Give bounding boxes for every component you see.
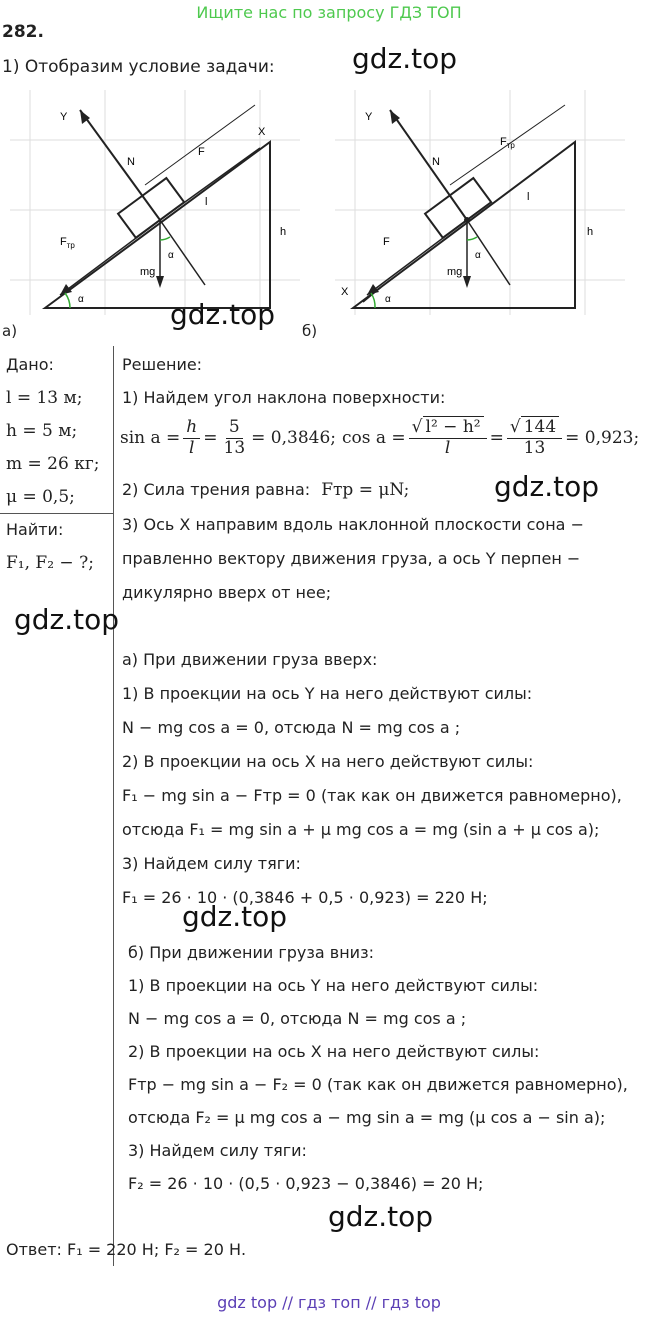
part-a-line: 3) Найдем силу тяги: [122,854,301,873]
part-b-line: Fтр − mg sin a − F₂ = 0 (так как он движется равномерно), [128,1075,628,1094]
svg-text:α: α [385,294,391,305]
given-title: Дано: [6,355,54,374]
svg-text:N: N [127,156,135,168]
figure-b-label: б) [302,322,318,340]
part-a-line: 2) В проекции на ось X на него действуют силы: [122,752,534,771]
part-a-line: 1) В проекции на ось Y на него действуют силы: [122,684,533,703]
watermark: gdz.top [494,470,600,503]
figure-a-incline-up [10,90,310,330]
watermark: gdz.top [170,298,276,331]
solution-title: Решение: [122,355,203,374]
svg-text:F: F [198,146,205,158]
find-title: Найти: [6,520,64,539]
given-l: l = 13 м; [6,388,83,408]
svg-text:X: X [341,286,349,298]
svg-text:N: N [432,156,440,168]
step-1-heading: 1) Отобразим условие задачи: [2,57,275,77]
problem-number: 282. [2,22,44,42]
separator-given [0,513,113,514]
svg-text:Y: Y [365,111,373,123]
part-b-line: 2) В проекции на ось X на него действуют силы: [128,1042,540,1061]
solution-step-3-a: 3) Ось X направим вдоль наклонной плоскости сона − [122,515,584,534]
svg-text:α: α [78,294,84,305]
svg-text:l: l [205,196,208,208]
svg-text:X: X [258,126,266,138]
solution-step-3-b: правленно вектору движения груза, а ось Y перпен − [122,549,581,568]
svg-text:α: α [475,250,481,261]
given-h: h = 5 м; [6,421,78,441]
solution-step-3-c: дикулярно вверх от нее; [122,583,332,602]
friction-formula: 2) Сила трения равна: Fтр = μN; [122,480,410,500]
part-b-line: б) При движении груза вниз: [128,943,374,962]
find-values: F₁, F₂ − ?; [6,553,94,573]
svg-text:l: l [527,191,530,203]
svg-text:F: F [383,236,390,248]
separator-vertical [113,346,114,1266]
part-a-line: F₁ − mg sin a − Fтр = 0 (так как он движется равномерно), [122,786,622,805]
svg-text:h: h [587,226,594,238]
watermark: gdz.top [14,603,120,636]
given-mu: μ = 0,5; [6,487,75,507]
svg-text:Fтр: $F_{тр}$ [500,136,515,150]
svg-text:α: α [168,250,174,261]
sin-cos-formula: sin a = $\frac{h}{l}$ = $\frac{5}{13}$ = 0,3846; cos a = $\frac{\text{√ l² − h²}}{l}$ = $\frac{√ 144}{13}$ = 0,923; [120,417,640,458]
part-b-line: 1) В проекции на ось Y на него действуют силы: [128,976,539,995]
part-a-line: а) При движении груза вверх: [122,650,378,669]
solution-step-1: 1) Найдем угол наклона поверхности: [122,388,446,407]
footer-links[interactable]: gdz top // гдз топ // гдз top [217,1293,441,1312]
part-a-line: N − mg cos a = 0, отсюда N = mg cos a ; [122,718,461,737]
part-b-line: N − mg cos a = 0, отсюда N = mg cos a ; [128,1009,467,1028]
svg-text:Fтр: $F_{тр}$ [60,236,75,250]
top-banner[interactable]: Ищите нас по запросу ГДЗ ТОП [196,3,462,22]
given-m: m = 26 кг; [6,454,100,474]
svg-text:mg: mg [140,266,156,278]
svg-text:mg: mg [447,266,463,278]
part-a-line: отсюда F₁ = mg sin a + μ mg cos a = mg (sin a + μ cos a); [122,820,600,839]
watermark: gdz.top [328,1200,434,1233]
answer: Ответ: F₁ = 220 Н; F₂ = 20 Н. [6,1240,247,1259]
part-b-line: F₂ = 26 · 10 · (0,5 · 0,923 − 0,3846) = 20 Н; [128,1174,484,1193]
svg-text:h: h [280,226,287,238]
part-a-line: F₁ = 26 · 10 · (0,3846 + 0,5 · 0,923) = 220 Н; [122,888,488,907]
figure-b-incline-down [335,90,635,330]
part-b-line: отсюда F₂ = μ mg cos a − mg sin a = mg (μ cos a − sin a); [128,1108,606,1127]
watermark: gdz.top [352,42,458,75]
svg-text:Y: Y [60,111,68,123]
part-b-line: 3) Найдем силу тяги: [128,1141,307,1160]
figure-a-label: а) [2,322,18,340]
watermark: gdz.top [182,900,288,933]
